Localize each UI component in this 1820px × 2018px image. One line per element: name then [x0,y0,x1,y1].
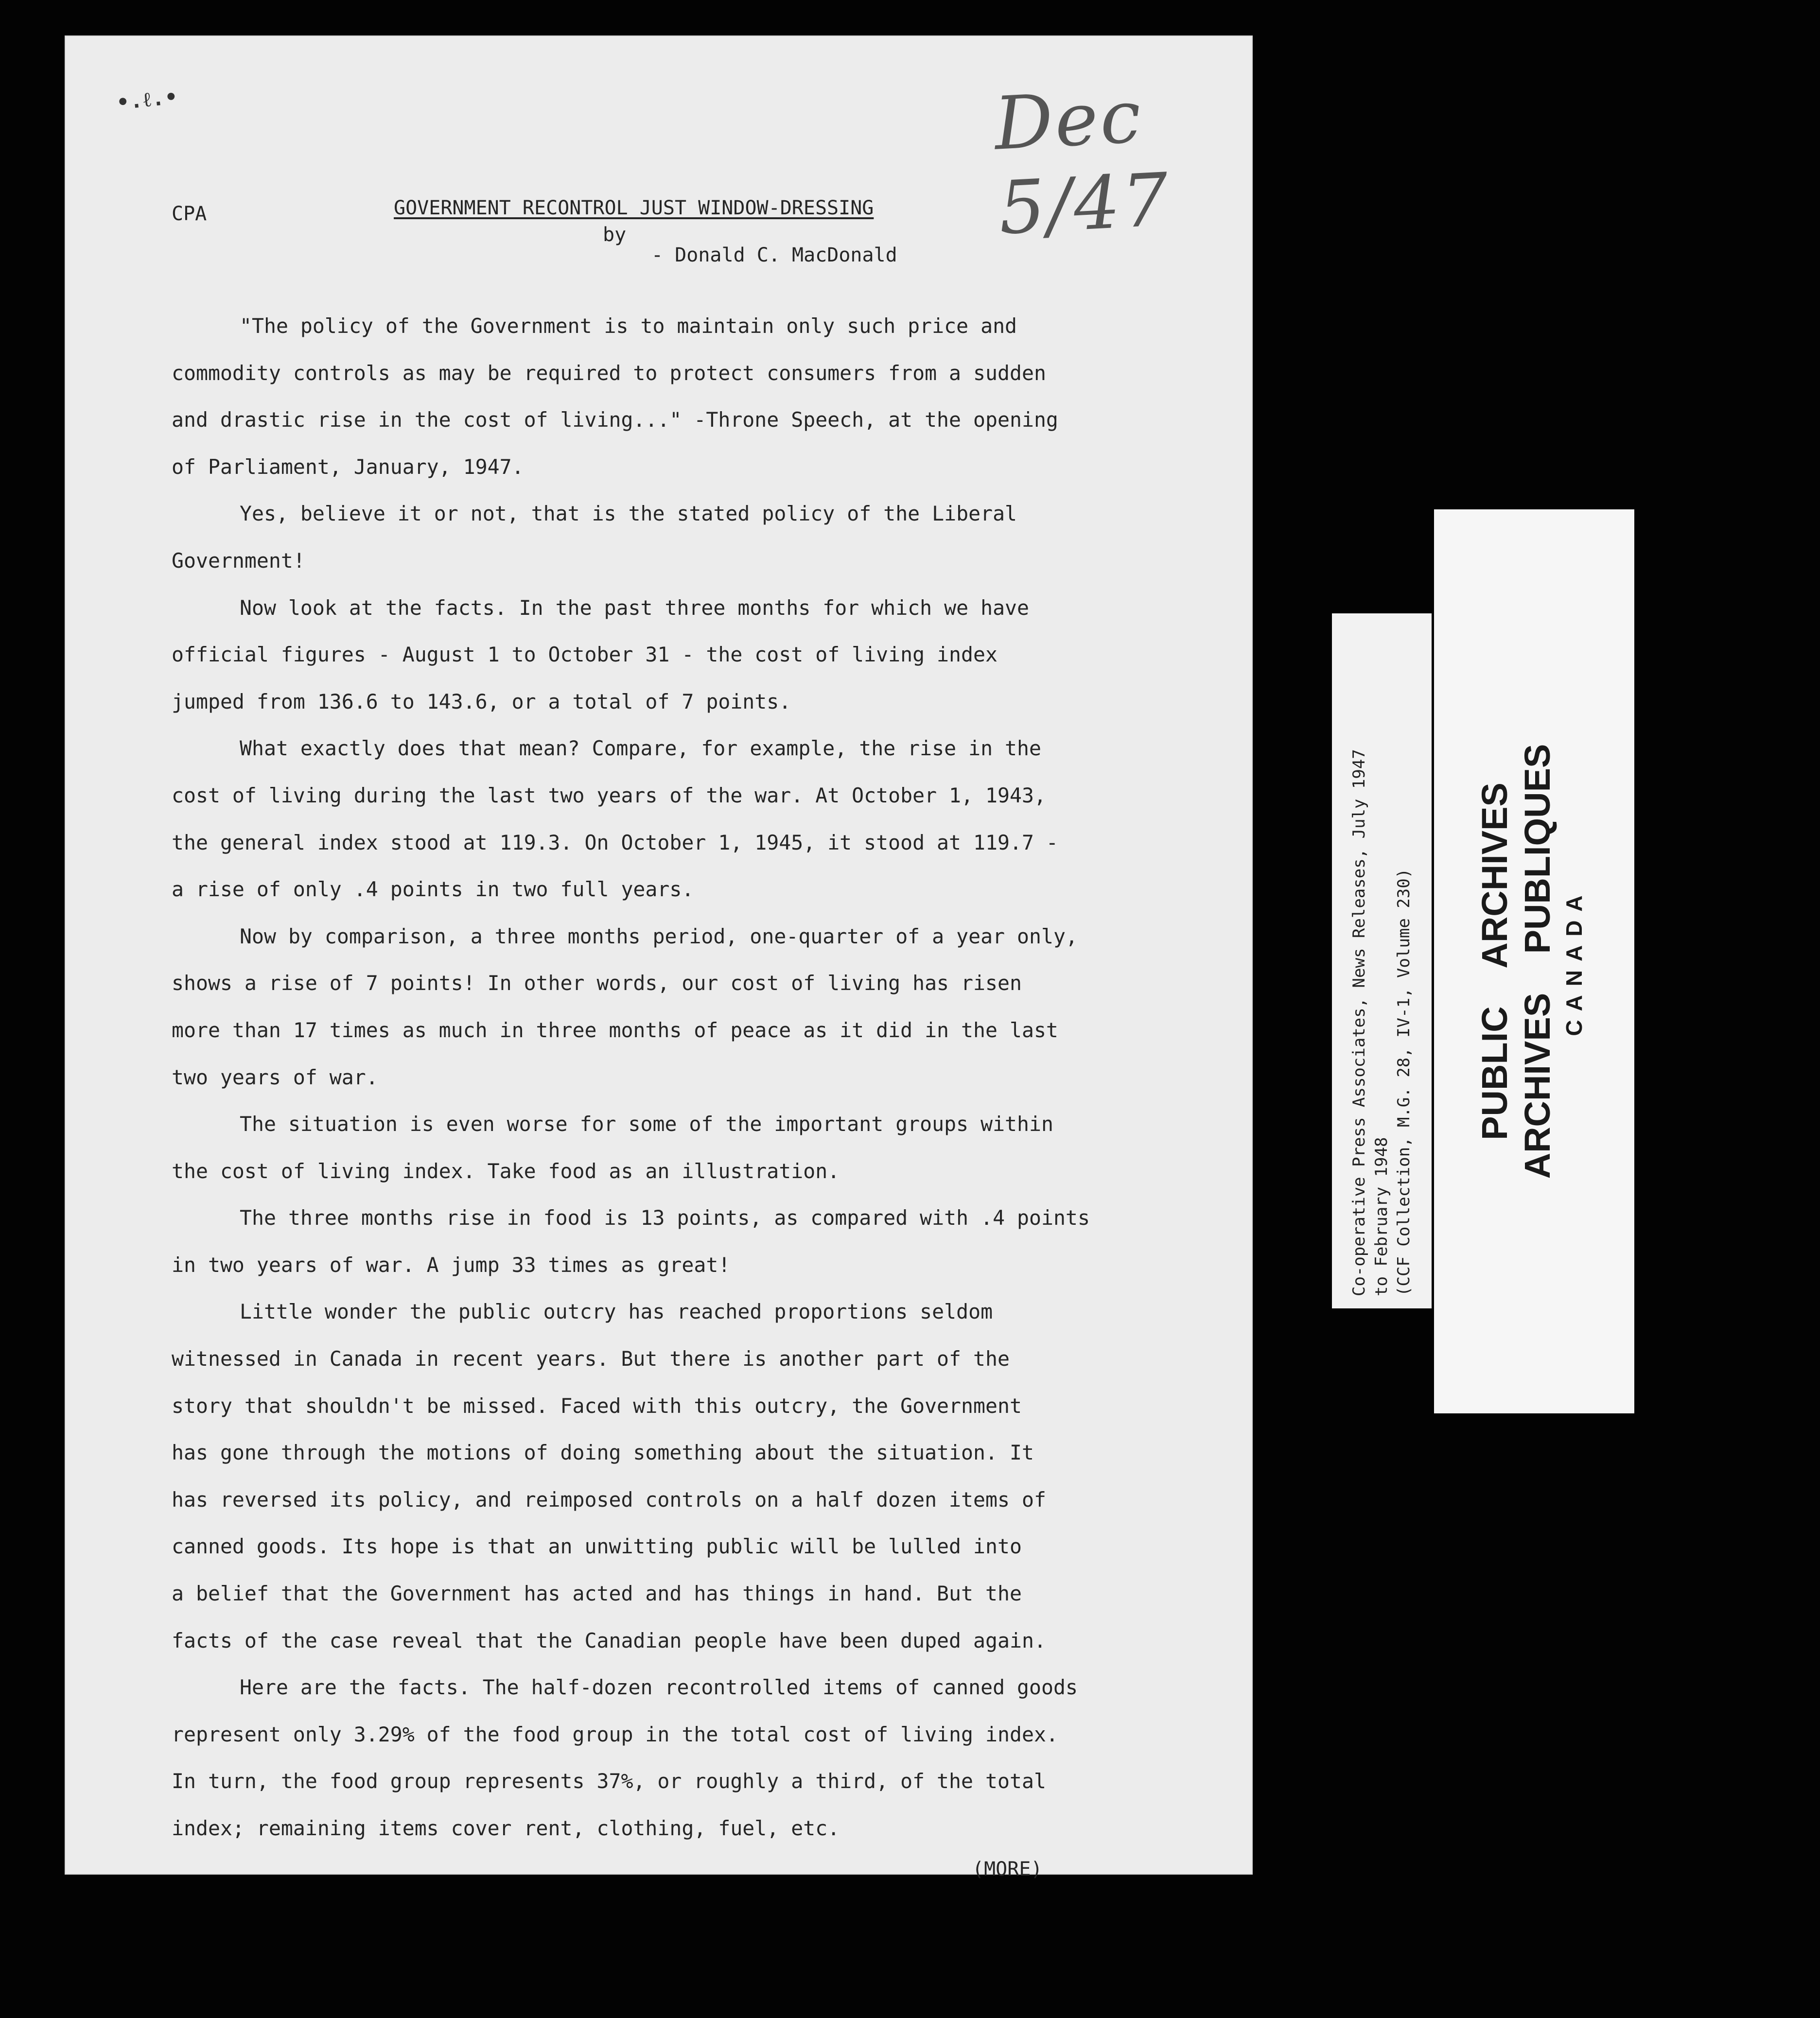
byline-by: by [603,224,627,246]
paragraph: What exactly does that mean? Compare, for example, the rise in the cost of living during the last two years of the war. At October 1, 1943, the general index stood at 119.3. On October 1, 1945, it stood at 119.7 - a rise of only .4 points in two full years. [172,736,1058,902]
archives-stamp-card [1434,509,1634,1413]
stamp-line-country: CANADA [1561,887,1587,1036]
more-marker: (MORE) [972,1858,1043,1880]
handwritten-date: Dec 5/47 [992,74,1172,251]
paragraph: The three months rise in food is 13 points, as compared with .4 points in two years of war. A jump 33 times as great! [172,1206,1090,1277]
paragraph: Little wonder the public outcry has reached proportions seldom witnessed in Canada in recent years. But there is another part of the story that shouldn't be missed. Faced with this outcry, the Government has gone through the motions of doing something about the situation. It has reversed its policy, and reimposed controls on a half dozen items of canned goods. Its hope is that an unwitting public will be lulled into a belief that the Government has acted and has things in hand. But the facts of the case reveal that the Canadian people have been duped again. [172,1300,1046,1653]
paragraph: Here are the facts. The half-dozen recontrolled items of canned goods represent only 3.29% of the food group in the total cost of living index. In turn, the food group represents 37%, or roughly a third, of the total index; remaining items cover rent, clothing, fuel, etc. [172,1675,1078,1840]
caption-line: Co-operative Press Associates, News Releases, July 1947 [1349,749,1369,1296]
agency-label: CPA [172,203,207,225]
stamp-line-english: PUBLIC ARCHIVES [1474,783,1515,1140]
paragraph: Now by comparison, a three months period, one-quarter of a year only, shows a rise of 7 points! In other words, our cost of living has risen more than 17 times as much in three months of peace as it did in the last two years of war. [172,924,1078,1089]
paragraph: The situation is even worse for some of the important groups within the cost of living index. Take food as an illustration. [172,1112,1054,1183]
paragraph: Yes, believe it or not, that is the stated policy of the Liberal Government! [172,502,1017,573]
archival-caption [1348,626,1415,1296]
paragraph: Now look at the facts. In the past three months for which we have official figures - August 1 to October 31 - the cost of living index jumped from 136.6 to 143.6, or a total of 7 points. [172,595,1030,713]
corner-mark: •.ℓ.• [115,84,180,115]
body-text [172,303,1226,1852]
archives-stamp [1473,744,1589,1179]
document-title: GOVERNMENT RECONTROL JUST WINDOW-DRESSING [394,197,874,219]
caption-line: to February 1948 [1372,1137,1391,1296]
byline-author: - Donald C. MacDonald [651,244,897,266]
caption-line: (CCF Collection, M.G. 28, IV-1, Volume 230) [1394,868,1414,1296]
typed-page [66,36,1252,1880]
archival-caption-slip [1332,613,1432,1308]
stamp-line-french: ARCHIVES PUBLIQUES [1517,744,1558,1179]
paragraph: "The policy of the Government is to maintain only such price and commodity controls as may be required to protect consumers from a sudden and drastic rise in the cost of living..." -Throne Speech, at the opening of Parliament, January, 1947. [172,314,1058,479]
